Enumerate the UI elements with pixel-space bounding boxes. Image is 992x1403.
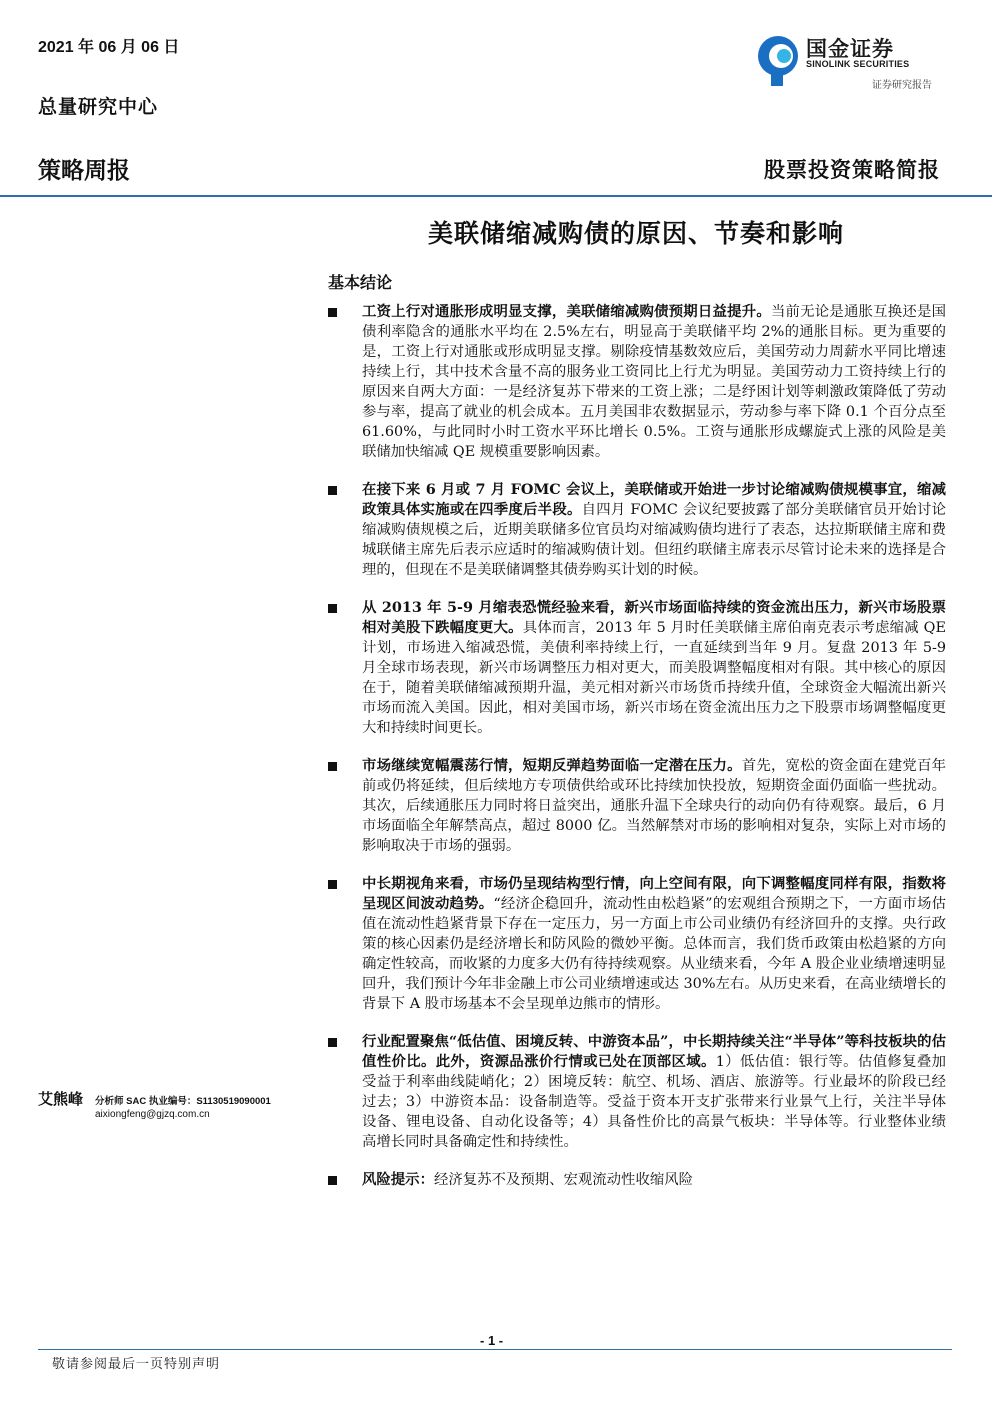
section-heading: 基本结论 — [328, 273, 393, 292]
conclusion-item — [326, 480, 946, 580]
conclusion-item — [326, 1170, 946, 1190]
conclusion-item-body: “经济企稳回升，流动性由松趋紧”的宏观组合预期之下，一方面市场估值在流动性趋紧背景下存在一定压力，另一方面上市公司业绩仍有经济回升的支撑。央行政策的核心因素仍是经济增长和防风险的微妙平衡。总体而言，我们货币政策由松趋紧的方向确定性较高，而收紧的力度多大仍有待持续观察。从业绩来看，今年 A 股企业业绩增速明显回升，我们预计今年非金融上市公司业绩增速或达 30%左右。从历史来看，在高业绩增长的背景下 A 股市场基本不会呈现单边熊市的情形。 — [362, 896, 946, 1012]
bullet-square-icon — [328, 1038, 337, 1047]
column-subtitle: 股票投资策略简报 — [764, 157, 940, 182]
column-title: 策略周报 — [38, 157, 130, 183]
conclusion-item — [326, 756, 946, 856]
department-name: 总量研究中心 — [38, 96, 159, 118]
logo-name: 国金证券 — [806, 38, 894, 61]
conclusion-item-headline: 在接下来 6 月或 7 月 FOMC 会议上，美联储或开始进一步讨论缩减购债规模事宜，缩减政策具体实施或在四季度后半段。 — [362, 481, 946, 518]
report-type-label: 证券研究报告 — [872, 80, 932, 91]
conclusion-list — [326, 302, 946, 1208]
report-title: 美联储缩减购债的原因、节奏和影响 — [427, 219, 844, 248]
footer-disclaimer: 敬请参阅最后一页特别声明 — [52, 1357, 221, 1372]
report-date: 2021 年 06 月 06 日 — [38, 39, 180, 56]
bullet-square-icon — [328, 880, 337, 889]
conclusion-item — [326, 874, 946, 1014]
analyst-credential: 分析师 SAC 执业编号：S1130519090001 — [95, 1096, 271, 1107]
bullet-square-icon — [328, 1176, 337, 1185]
conclusion-item-headline: 中长期视角来看，市场仍呈现结构型行情，向上空间有限，向下调整幅度同样有限，指数将呈现区间波动趋势。 — [362, 875, 946, 912]
bullet-square-icon — [328, 486, 337, 495]
conclusion-item-body: 当前无论是通胀互换还是国债利率隐含的通胀水平均在 2.5%左右，明显高于美联储平均 2%的通胀目标。更为重要的是，工资上行对通胀或形成明显支撑。剔除疫情基数效应后，美国劳动力周薪水平同比增速持续上行，其中技术含量不高的服务业工资同比上行尤为明显。美国劳动力工资持续上行的原因来自两大方面：一是经济复苏下带来的工资上涨；二是纾困计划等刺激政策降低了劳动参与率，提高了就业的机会成本。五月美国非农数据显示，劳动参与率下降 0.1 个百分点至 61.60%，与此同时小时工资水平环比增长 0.5%。工资与通胀形成螺旋式上涨的风险是美联储加快缩减 QE 规模重要影响因素。 — [362, 304, 946, 460]
logo-english-name: SINOLINK SECURITIES — [806, 59, 910, 69]
conclusion-item-body: 经济复苏不及预期、宏观流动性收缩风险 — [433, 1172, 694, 1188]
conclusion-item-body: 具体而言，2013 年 5 月时任美联储主席伯南克表示考虑缩减 QE 计划，市场进入缩减恐慌，美债利率持续上行，一直延续到当年 9 月。复盘 2013 年 5-9 月全球市场表现，新兴市场调整压力相对更大，而美股调整幅度相对有限。其中核心的原因在于，随着美联储缩减预期升温，美元相对新兴市场货币持续升值，全球资金大幅流出新兴市场而流入美国。因此，相对美国市场，新兴市场在资金流出压力之下股票市场调整幅度更大和持续时间更长。 — [362, 620, 946, 736]
conclusion-item-headline: 风险提示： — [362, 1171, 434, 1188]
conclusion-item — [326, 1032, 946, 1152]
bullet-square-icon — [328, 604, 337, 613]
analyst-name: 艾熊峰 — [38, 1090, 84, 1108]
page-number: - 1 - — [480, 1333, 504, 1348]
analyst-email: aixiongfeng@gjzq.com.cn — [95, 1109, 210, 1120]
bullet-square-icon — [328, 308, 337, 317]
conclusion-item-body: 首先，宽松的资金面在建党百年前或仍将延续，但后续地方专项债供给或环比持续加快投放，短期资金面仍面临一些扰动。其次，后续通胀压力同时将日益突出，通胀升温下全球央行的动向仍有待观察。最后，6 月市场面临全年解禁高点，超过 8000 亿。当然解禁对市场的影响相对复杂，实际上对市场的影响取决于市场的强弱。 — [362, 758, 946, 854]
footer-divider — [38, 1349, 952, 1350]
conclusion-item-body: 自四月 FOMC 会议纪要披露了部分美联储官员开始讨论缩减购债规模之后，近期美联储多位官员均对缩减购债均进行了表态，达拉斯联储主席和费城联储主席先后表示应适时的缩减购债计划。但纽约联储主席表示尽管讨论未来的选择是合理的，但现在不是美联储调整其债券购买计划的时候。 — [362, 502, 946, 578]
conclusion-item — [326, 598, 946, 738]
conclusion-item-headline: 从 2013 年 5-9 月缩表恐慌经验来看，新兴市场面临持续的资金流出压力，新兴市场股票相对美股下跌幅度更大。 — [362, 599, 946, 636]
conclusion-item-headline: 行业配置聚焦“低估值、困境反转、中游资本品”，中长期持续关注“半导体”等科技板块的估值性价比。此外，资源品涨价行情或已处在顶部区域。 — [362, 1033, 946, 1070]
header-divider — [0, 195, 992, 197]
conclusion-item — [326, 302, 946, 462]
conclusion-item-body: 1）低估值：银行等。估值修复叠加受益于利率曲线陡峭化；2）困境反转：航空、机场、酒店、旅游等。行业最坏的阶段已经过去；3）中游资本品：设备制造等。受益于资本开支扩张带来行业景气上行，关注半导体设备、锂电设备、自动化设备等；4）具备性价比的高景气板块：半导体等。行业整体业绩高增长同时具备确定性和持续性。 — [362, 1054, 946, 1150]
conclusion-item-headline: 工资上行对通胀形成明显支撑，美联储缩减购债预期日益提升。 — [362, 303, 771, 320]
bullet-square-icon — [328, 762, 337, 771]
conclusion-item-headline: 市场继续宽幅震荡行情，短期反弹趋势面临一定潜在压力。 — [362, 757, 742, 774]
